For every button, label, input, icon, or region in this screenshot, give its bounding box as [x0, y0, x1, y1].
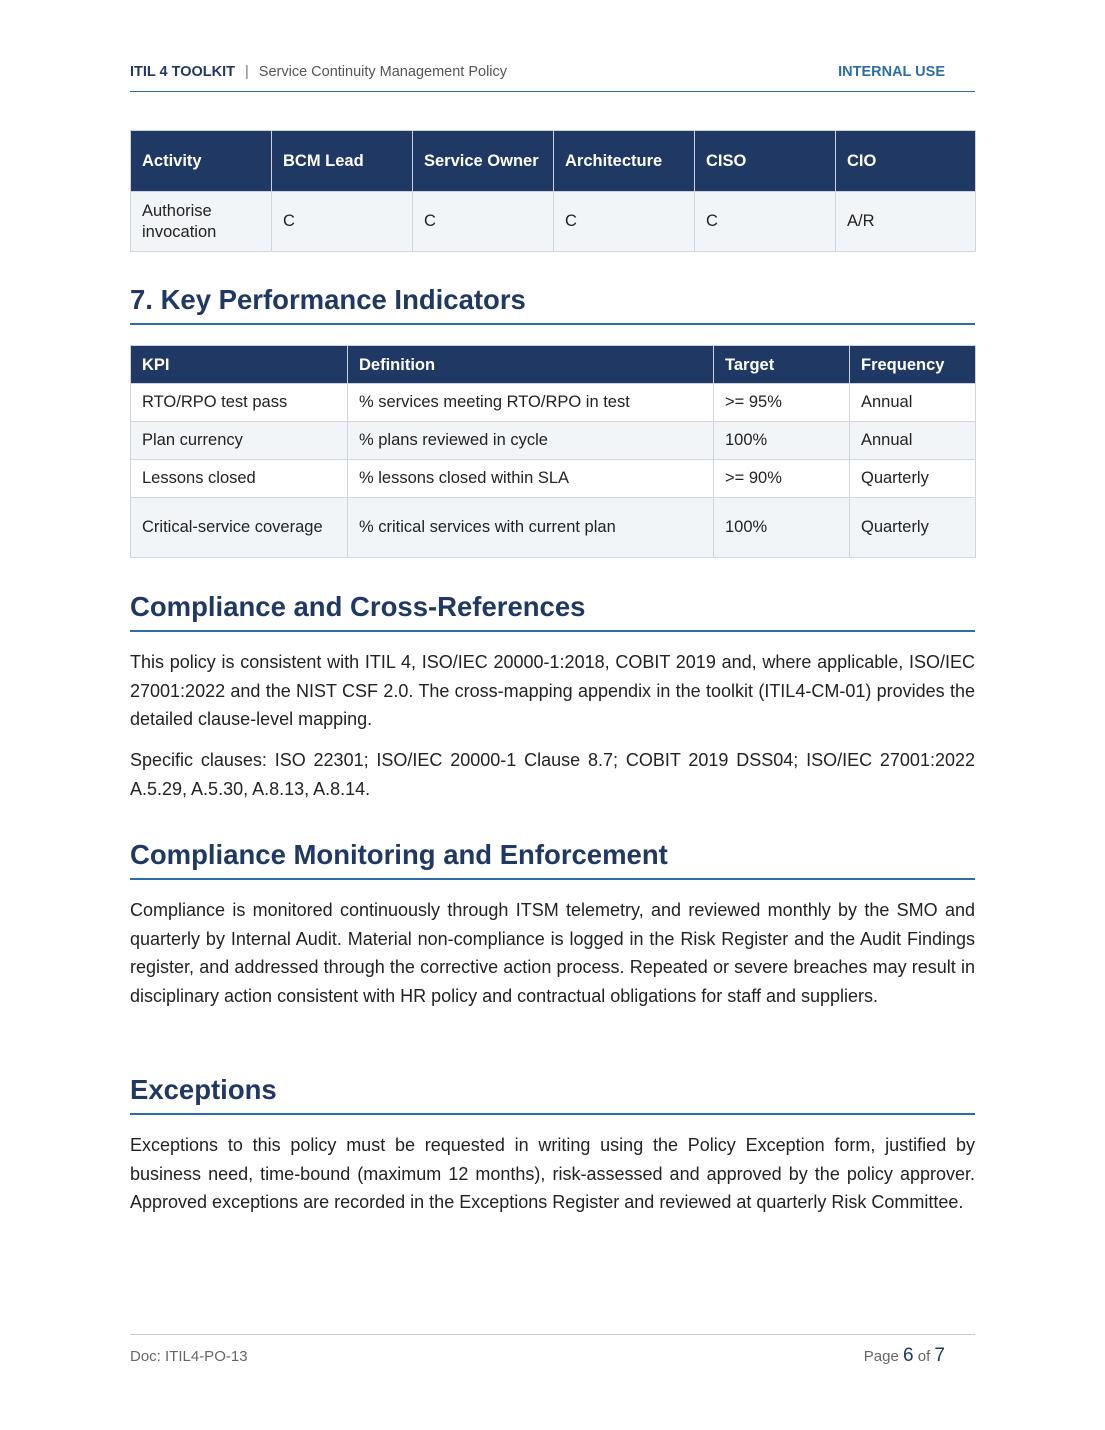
- clauses-paragraph: Specific clauses: ISO 22301; ISO/IEC 20000-1 Clause 8.7; COBIT 2019 DSS04; ISO/IEC 27001:2022 A.5.29, A.5.30, A.8.13, A.8.14.: [130, 750, 975, 799]
- page-label: Page: [863, 1348, 899, 1365]
- table-cell: >= 95%: [714, 384, 850, 422]
- column-header: KPI: [131, 346, 348, 384]
- table-cell: C: [554, 192, 695, 252]
- table-cell: Lessons closed: [131, 460, 348, 498]
- table-cell: C: [413, 192, 554, 252]
- table-cell: A/R: [836, 192, 976, 252]
- table-cell: C: [695, 192, 836, 252]
- table-cell: Quarterly: [850, 498, 976, 558]
- header-separator: |: [245, 64, 249, 80]
- section-heading-monitoring: Compliance Monitoring and Enforcement: [130, 838, 975, 880]
- table-cell: RTO/RPO test pass: [131, 384, 348, 422]
- page-total: 7: [934, 1345, 945, 1366]
- column-header: BCM Lead: [272, 131, 413, 192]
- header-doc-title: Service Continuity Management Policy: [258, 64, 508, 80]
- column-header: CISO: [695, 131, 836, 192]
- column-header: Activity: [131, 131, 272, 192]
- column-header: Frequency: [850, 346, 976, 384]
- monitoring-paragraph: Compliance is monitored continuously through ITSM telemetry, and reviewed monthly by the SMO and quarterly by Internal Audit. Material non-compliance is logged in the Risk Register and the Audit Findings register, and addressed through the corrective action process. Repeated or severe breaches may result in disciplinary action consistent with HR policy and contractual obligations for staff and suppliers.: [130, 900, 975, 1006]
- table-cell: % critical services with current plan: [348, 498, 714, 558]
- table-cell: Authorise invocation: [131, 192, 272, 252]
- table-cell: % plans reviewed in cycle: [348, 422, 714, 460]
- section-heading-kpi: 7. Key Performance Indicators: [130, 283, 975, 325]
- column-header: Architecture: [554, 131, 695, 192]
- table-cell: Quarterly: [850, 460, 976, 498]
- table-row: [131, 384, 976, 422]
- kpi-table: [130, 345, 976, 558]
- page-number: [864, 1345, 945, 1367]
- page-header: [130, 64, 975, 92]
- table-cell: Plan currency: [131, 422, 348, 460]
- table-cell: % lessons closed within SLA: [348, 460, 714, 498]
- table-cell: Critical-service coverage: [131, 498, 348, 558]
- column-header: CIO: [836, 131, 976, 192]
- table-row: [131, 192, 976, 252]
- page-footer: [130, 1334, 975, 1366]
- table-row: [131, 460, 976, 498]
- table-row: [131, 422, 976, 460]
- section-heading-exceptions: Exceptions: [130, 1073, 975, 1115]
- page-current: 6: [902, 1345, 914, 1366]
- page-of-label: of: [917, 1348, 931, 1365]
- raci-table: [130, 130, 976, 252]
- header-brand: ITIL 4 TOOLKIT: [130, 64, 235, 80]
- column-header: Service Owner: [413, 131, 554, 192]
- table-cell: >= 90%: [714, 460, 850, 498]
- table-cell: % services meeting RTO/RPO in test: [348, 384, 714, 422]
- table-cell: C: [272, 192, 413, 252]
- table-cell: 100%: [714, 498, 850, 558]
- table-header-row: [131, 131, 976, 192]
- table-cell: Annual: [850, 422, 976, 460]
- classification-label: INTERNAL USE: [838, 64, 945, 80]
- column-header: Definition: [348, 346, 714, 384]
- table-cell: Annual: [850, 384, 976, 422]
- column-header: Target: [714, 346, 850, 384]
- exceptions-paragraph: Exceptions to this policy must be requested in writing using the Policy Exception form, justified by business need, time-bound (maximum 12 months), risk-assessed and approved by the policy approver. Approved exceptions are recorded in the Exceptions Register and reviewed at quarterly Risk Committee.: [130, 1135, 975, 1212]
- table-cell: 100%: [714, 422, 850, 460]
- table-row: [131, 498, 976, 558]
- footer-doc-id: Doc: ITIL4-PO-13: [130, 1348, 248, 1365]
- compliance-paragraph: This policy is consistent with ITIL 4, ISO/IEC 20000-1:2018, COBIT 2019 and, where applicable, ISO/IEC 27001:2022 and the NIST CSF 2.0. The cross-mapping appendix in the toolkit (ITIL4-CM-01) provides the detailed clause-level mapping.: [130, 652, 975, 729]
- section-heading-compliance: Compliance and Cross-References: [130, 590, 975, 632]
- table-header-row: [131, 346, 976, 384]
